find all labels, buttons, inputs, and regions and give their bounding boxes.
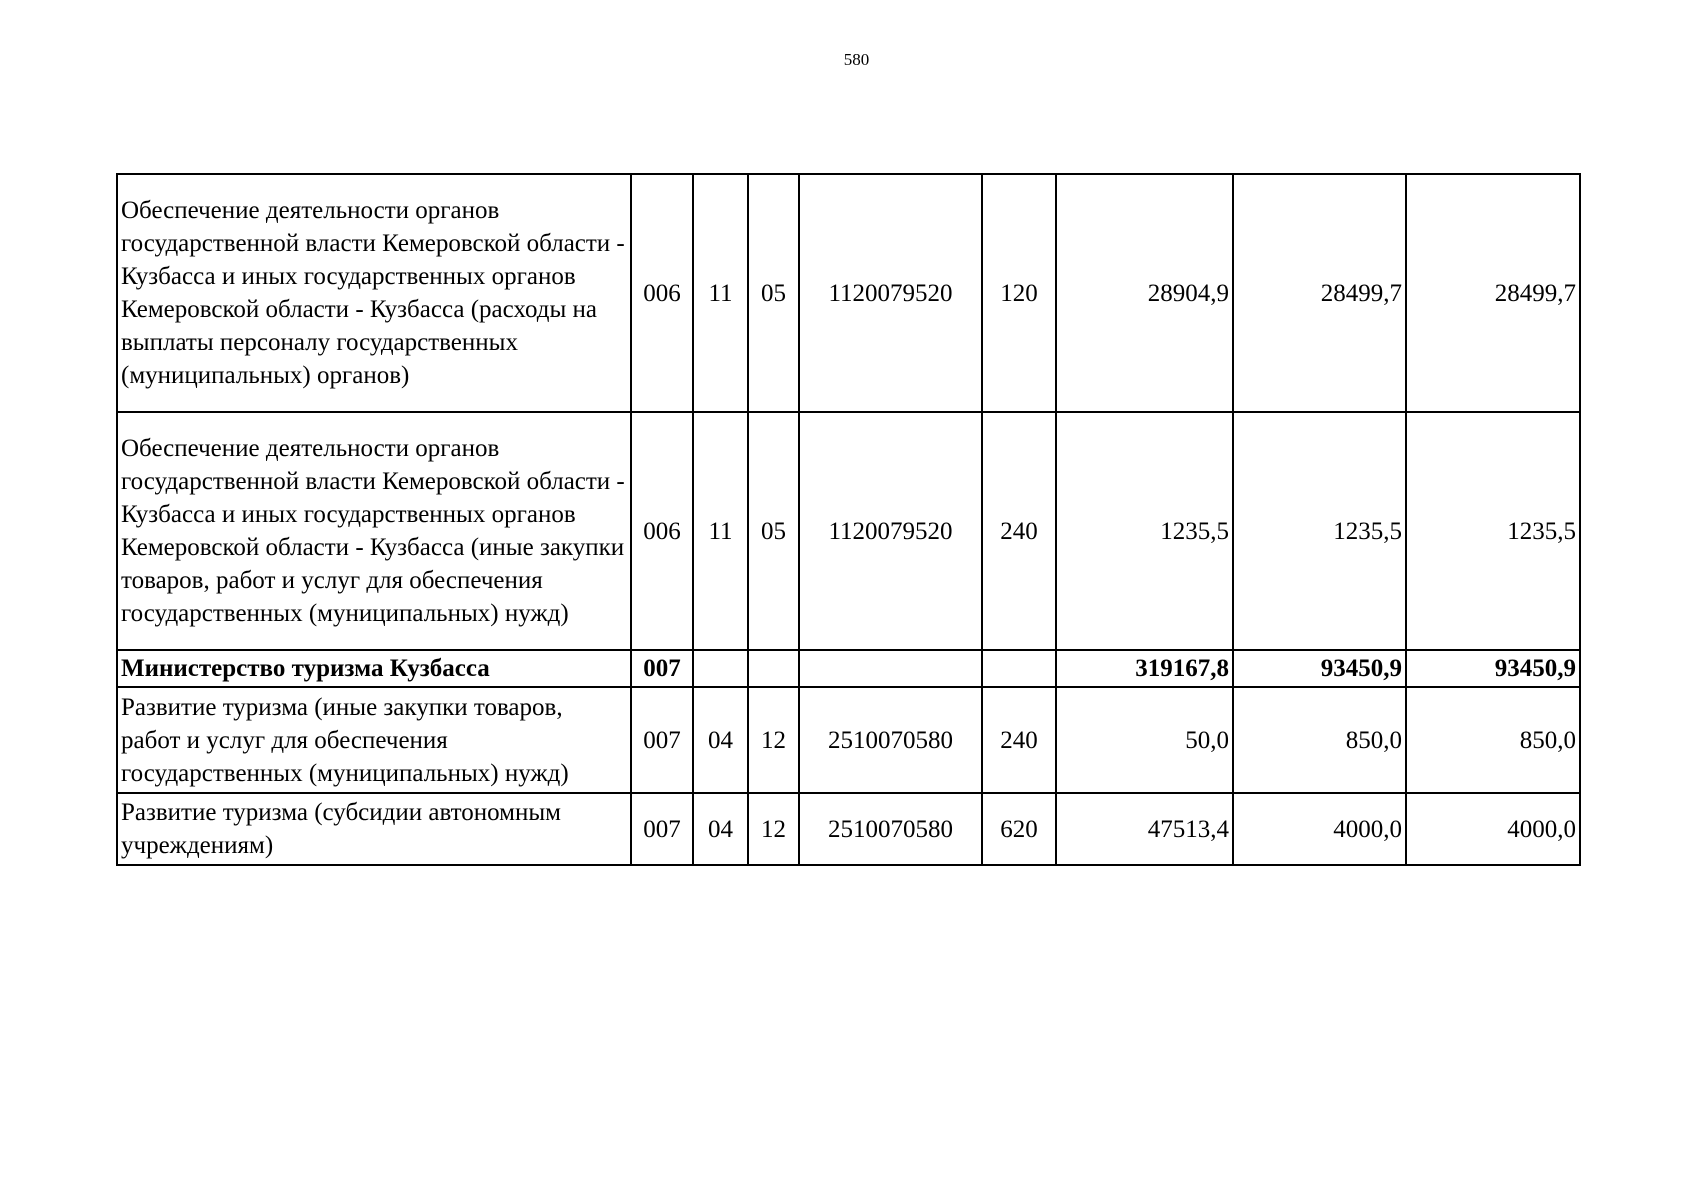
budget-table (116, 173, 1581, 866)
table-row (117, 793, 1580, 865)
amount-year-1: 319167,8 (1056, 650, 1233, 687)
row-name: Министерство туризма Кузбасса (117, 650, 631, 687)
table-row (117, 174, 1580, 412)
amount-year-2: 4000,0 (1233, 793, 1406, 865)
subsection-code (748, 650, 799, 687)
amount-year-1: 28904,9 (1056, 174, 1233, 412)
subsection-code: 05 (748, 174, 799, 412)
ved-code: 007 (631, 650, 693, 687)
amount-year-3: 1235,5 (1406, 412, 1580, 650)
section-code: 04 (693, 687, 748, 793)
expense-type-code: 620 (982, 793, 1056, 865)
page-number: 580 (843, 50, 870, 69)
section-code: 04 (693, 793, 748, 865)
section-code: 11 (693, 174, 748, 412)
amount-year-2: 93450,9 (1233, 650, 1406, 687)
row-name: Развитие туризма (иные закупки товаров, работ и услуг для обеспечения государственных (муниципальных) нужд) (117, 687, 631, 793)
subsection-code: 12 (748, 793, 799, 865)
row-name: Развитие туризма (субсидии автономным учреждениям) (117, 793, 631, 865)
amount-year-1: 50,0 (1056, 687, 1233, 793)
amount-year-2: 850,0 (1233, 687, 1406, 793)
target-code: 2510070580 (799, 687, 982, 793)
table-row (117, 412, 1580, 650)
amount-year-2: 1235,5 (1233, 412, 1406, 650)
amount-year-1: 1235,5 (1056, 412, 1233, 650)
table-row (117, 650, 1580, 687)
amount-year-3: 4000,0 (1406, 793, 1580, 865)
target-code: 2510070580 (799, 793, 982, 865)
expense-type-code: 240 (982, 687, 1056, 793)
amount-year-3: 850,0 (1406, 687, 1580, 793)
expense-type-code: 240 (982, 412, 1056, 650)
ved-code: 007 (631, 687, 693, 793)
ved-code: 007 (631, 793, 693, 865)
table-row (117, 687, 1580, 793)
row-name: Обеспечение деятельности органов государственной власти Кемеровской области - Кузбасса и иных государственных органов Кемеровской области - Кузбасса (иные закупки товаров, работ и услуг для обеспечения государственных (муниципальных) нужд) (117, 412, 631, 650)
target-code: 1120079520 (799, 412, 982, 650)
section-code: 11 (693, 412, 748, 650)
expense-type-code: 120 (982, 174, 1056, 412)
amount-year-2: 28499,7 (1233, 174, 1406, 412)
ved-code: 006 (631, 174, 693, 412)
amount-year-3: 93450,9 (1406, 650, 1580, 687)
row-name: Обеспечение деятельности органов государственной власти Кемеровской области - Кузбасса и иных государственных органов Кемеровской области - Кузбасса (расходы на выплаты персоналу государственных (муниципальных) органов) (117, 174, 631, 412)
section-code (693, 650, 748, 687)
expense-type-code (982, 650, 1056, 687)
target-code: 1120079520 (799, 174, 982, 412)
ved-code: 006 (631, 412, 693, 650)
amount-year-3: 28499,7 (1406, 174, 1580, 412)
amount-year-1: 47513,4 (1056, 793, 1233, 865)
target-code (799, 650, 982, 687)
subsection-code: 12 (748, 687, 799, 793)
subsection-code: 05 (748, 412, 799, 650)
